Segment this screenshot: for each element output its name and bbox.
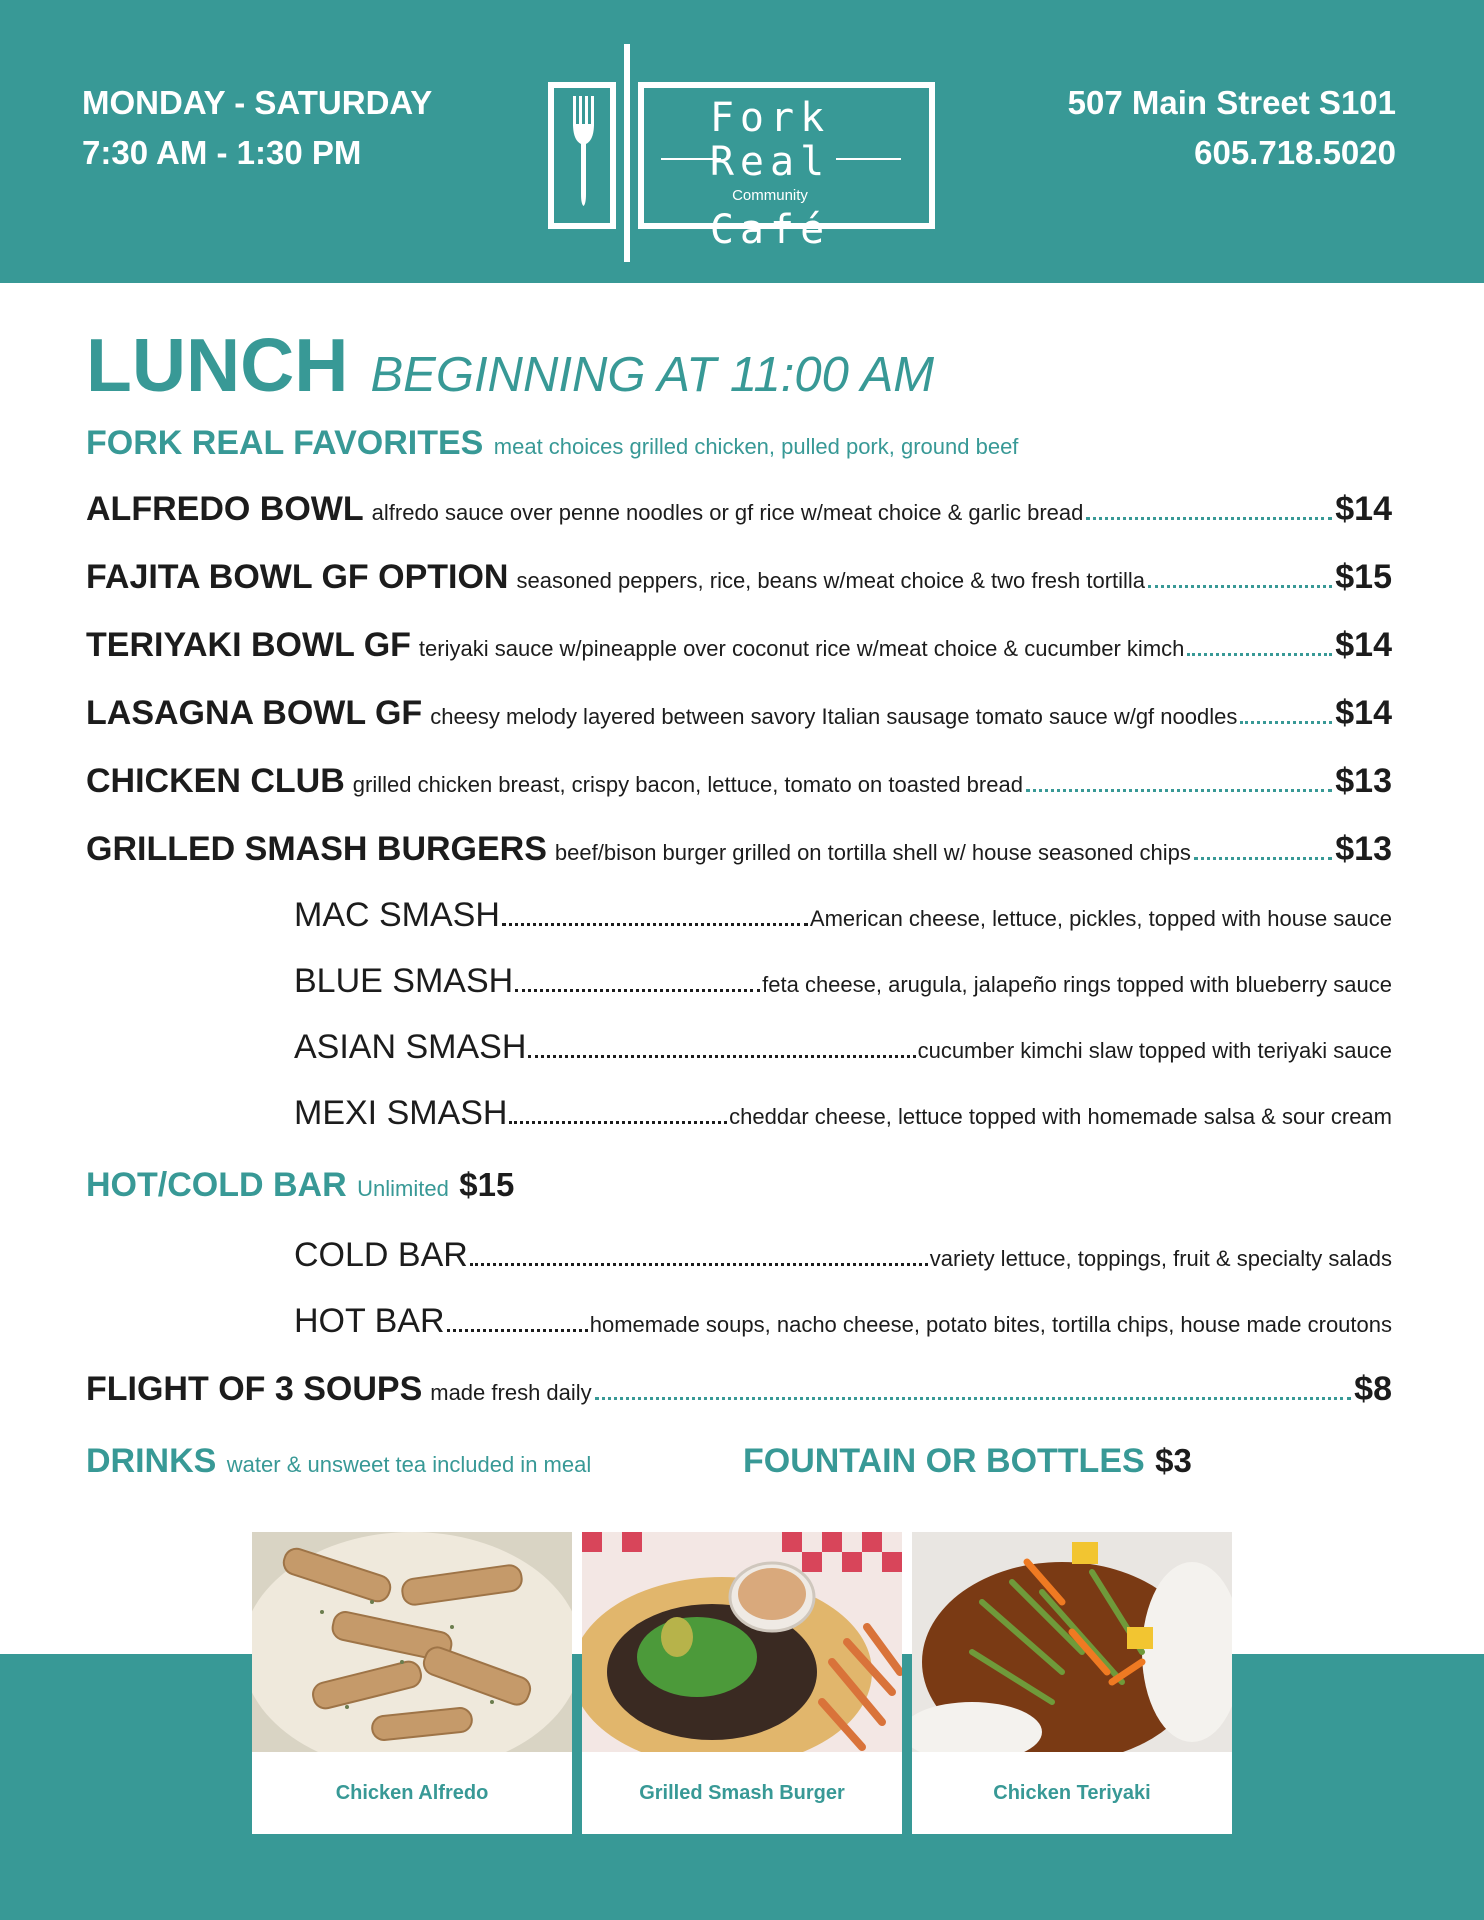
item-price: $8 (1354, 1370, 1392, 1408)
menu-item (86, 626, 1392, 665)
item-price: $14 (1335, 626, 1392, 664)
variant-name: ASIAN SMASH (294, 1028, 527, 1066)
item-price: $14 (1335, 694, 1392, 732)
fountain-title: FOUNTAIN OR BOTTLES (743, 1442, 1145, 1480)
header-band (0, 0, 1484, 283)
item-name: GRILLED SMASH BURGERS (86, 830, 547, 868)
grilled-smash-burger-photo (582, 1532, 902, 1752)
bar-item-desc: homemade soups, nacho cheese, potato bites, tortilla chips, house made croutons (589, 1312, 1392, 1337)
menu-item (86, 830, 1392, 869)
dot-leader (528, 1055, 915, 1058)
item-name: ALFREDO BOWL (86, 490, 364, 528)
logo-text (640, 96, 900, 252)
menu-item-soups (86, 1370, 1392, 1409)
bar-heading (86, 1166, 514, 1205)
favorites-note: meat choices grilled chicken, pulled pork, ground beef (493, 434, 1019, 459)
fork-icon (573, 96, 594, 206)
logo-line-cafe: Café (709, 207, 831, 253)
item-desc: teriyaki sauce w/pineapple over coconut rice w/meat choice & cucumber kimch (418, 636, 1185, 661)
dot-leader (1148, 585, 1332, 588)
dot-leader (447, 1329, 588, 1332)
bar-title: HOT/COLD BAR (86, 1166, 347, 1204)
dot-leader (595, 1397, 1352, 1400)
item-price: $15 (1335, 558, 1392, 596)
variant-name: BLUE SMASH (294, 962, 514, 1000)
bar-item-name: HOT BAR (294, 1302, 445, 1340)
dot-leader (1026, 789, 1332, 792)
logo-line-fork-real: Fork Real (709, 95, 831, 185)
item-price: $13 (1335, 830, 1392, 868)
drinks-title: DRINKS (86, 1442, 217, 1480)
bar-item (294, 1302, 1392, 1341)
item-desc: seasoned peppers, rice, beans w/meat choice & two fresh tortilla (516, 568, 1146, 593)
item-name: TERIYAKI BOWL GF (86, 626, 411, 664)
drinks-heading (86, 1442, 591, 1481)
smash-variant (294, 1028, 1392, 1067)
lunch-heading (86, 322, 934, 408)
dot-leader (509, 1121, 727, 1124)
contact-block (1068, 78, 1396, 178)
lunch-title: LUNCH (86, 323, 349, 407)
drinks-note: water & unsweet tea included in meal (226, 1452, 592, 1477)
bar-item-desc: variety lettuce, toppings, fruit & specialty salads (929, 1246, 1392, 1271)
variant-desc: feta cheese, arugula, jalapeño rings topped with blueberry sauce (762, 972, 1392, 997)
item-name: FAJITA BOWL GF OPTION (86, 558, 509, 596)
item-name: CHICKEN CLUB (86, 762, 345, 800)
chicken-teriyaki-photo (912, 1532, 1232, 1752)
dot-leader (470, 1263, 928, 1266)
photo-card-chicken-alfredo (252, 1532, 572, 1834)
bar-item (294, 1236, 1392, 1275)
smash-variant (294, 896, 1392, 935)
variant-name: MAC SMASH (294, 896, 500, 934)
dot-leader (1240, 721, 1332, 724)
photo-card-grilled-smash-burger (582, 1532, 902, 1834)
fountain-heading (743, 1442, 1192, 1481)
fountain-price: $3 (1155, 1442, 1192, 1479)
dot-leader (515, 989, 760, 992)
bar-item-name: COLD BAR (294, 1236, 468, 1274)
dot-leader (1086, 517, 1332, 520)
bar-note: Unlimited (357, 1176, 449, 1201)
phone: 605.718.5020 (1194, 134, 1396, 171)
menu-item (86, 490, 1392, 529)
item-desc: grilled chicken breast, crispy bacon, lettuce, tomato on toasted bread (352, 772, 1023, 797)
item-name: FLIGHT OF 3 SOUPS (86, 1370, 423, 1408)
open-days: MONDAY - SATURDAY (82, 84, 433, 121)
favorites-title: FORK REAL FAVORITES (86, 424, 484, 462)
chicken-alfredo-photo (252, 1532, 572, 1752)
dot-leader (502, 923, 808, 926)
photo-card-chicken-teriyaki (912, 1532, 1232, 1834)
menu-item (86, 762, 1392, 801)
logo-line-community: Community (732, 187, 808, 204)
open-hours: 7:30 AM - 1:30 PM (82, 134, 362, 171)
dot-leader (1194, 857, 1332, 860)
item-desc: made fresh daily (430, 1380, 592, 1405)
item-desc: alfredo sauce over penne noodles or gf rice w/meat choice & garlic bread (371, 500, 1084, 525)
photo-caption: Grilled Smash Burger (639, 1782, 845, 1804)
menu-item (86, 558, 1392, 597)
item-name: LASAGNA BOWL GF (86, 694, 423, 732)
dot-leader (1187, 653, 1332, 656)
address: 507 Main Street S101 (1067, 84, 1396, 121)
photo-caption: Chicken Teriyaki (993, 1782, 1151, 1804)
variant-desc: American cheese, lettuce, pickles, topped with house sauce (809, 906, 1392, 931)
item-price: $13 (1335, 762, 1392, 800)
variant-desc: cucumber kimchi slaw topped with teriyaki sauce (917, 1038, 1392, 1063)
bar-price: $15 (459, 1166, 515, 1203)
menu-item (86, 694, 1392, 733)
variant-name: MEXI SMASH (294, 1094, 508, 1132)
lunch-subtitle: BEGINNING AT 11:00 AM (370, 348, 935, 402)
variant-desc: cheddar cheese, lettuce topped with homemade salsa & sour cream (729, 1104, 1392, 1129)
item-price: $14 (1335, 490, 1392, 528)
hours-block (82, 78, 432, 178)
smash-variant (294, 962, 1392, 1001)
smash-variant (294, 1094, 1392, 1133)
item-desc: beef/bison burger grilled on tortilla shell w/ house seasoned chips (554, 840, 1191, 865)
item-desc: cheesy melody layered between savory Italian sausage tomato sauce w/gf noodles (430, 704, 1238, 729)
favorites-heading (86, 424, 1018, 463)
photo-caption: Chicken Alfredo (335, 1782, 489, 1804)
